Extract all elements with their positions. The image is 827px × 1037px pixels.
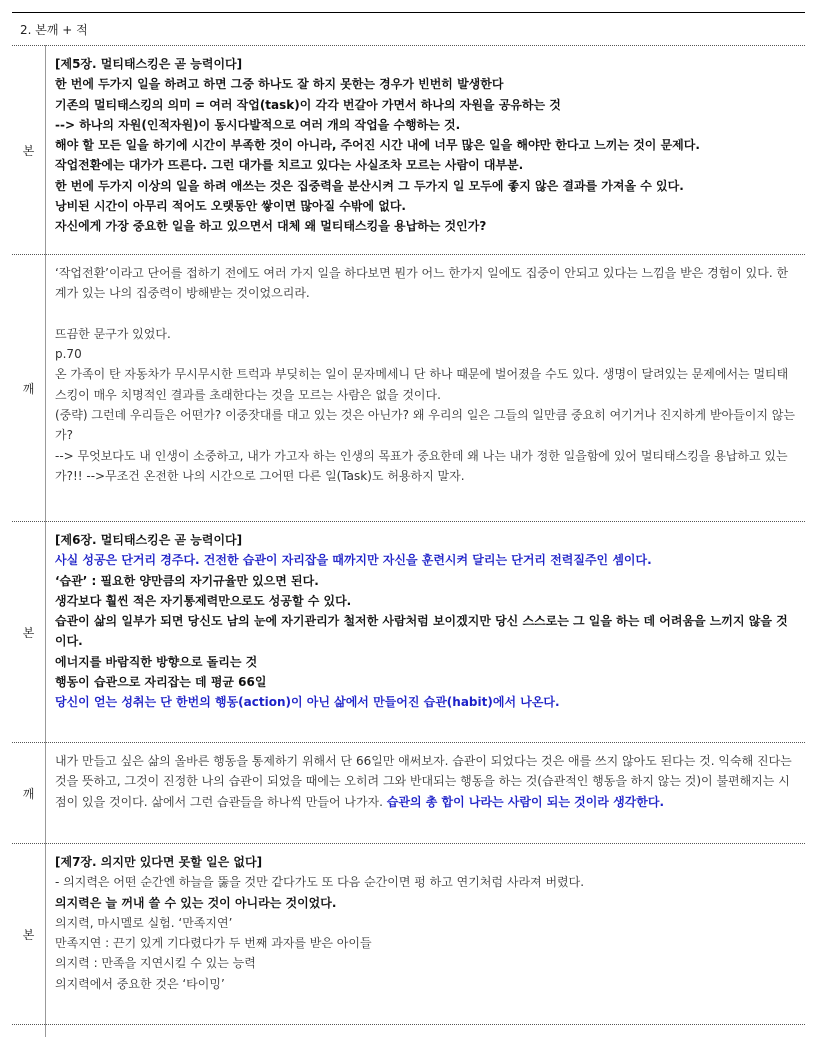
paragraph xyxy=(55,751,797,812)
text-line: 한 번에 두가지 일을 하려고 하면 그중 하나도 잘 하지 못한는 경우가 빈번히 발생한다 xyxy=(55,74,797,94)
text-line: 자신에게 가장 중요한 일을 하고 있으면서 대체 왜 멀티태스킹을 용납하는 것인가? xyxy=(55,216,797,236)
text-line: [제7장. 의지만 있다면 못할 일은 없다] xyxy=(55,852,797,872)
row-bon-chapter7 xyxy=(12,844,805,1025)
top-rule xyxy=(12,12,805,13)
row-label xyxy=(12,1025,46,1037)
text-line: 온 가족이 탄 자동차가 무시무시한 트럭과 부딪히는 일이 문자메세니 단 하나 때문에 벌어졌을 수도 있다. 생명이 달려있는 문제에서는 멀티태스킹이 매우 치명적인 결과를 초래한다는 것을 모르는 사람은 없을 것이다. xyxy=(55,364,797,405)
text-line: [제6장. 멀티태스킹은 곧 능력이다] xyxy=(55,530,797,550)
notes-table xyxy=(12,45,805,1037)
row-kkae-chapter5 xyxy=(12,255,805,522)
text-line: p.70 xyxy=(55,344,797,364)
text-segment: 습관의 총 합이 나라는 사람이 되는 것이라 생각한다. xyxy=(387,795,664,809)
text-line: 행동이 습관으로 자리잡는 데 평균 66일 xyxy=(55,672,797,692)
row-content xyxy=(46,844,806,1025)
text-line: 낭비된 시간이 아무리 적어도 오랫동안 쌓이면 많아질 수밖에 없다. xyxy=(55,196,797,216)
text-line: --> 하나의 자원(인적자원)이 동시다발적으로 여러 개의 작업을 수행하는 것. xyxy=(55,115,797,135)
text-line: 에너지를 바람직한 방향으로 돌리는 것 xyxy=(55,652,797,672)
row-content xyxy=(46,743,806,844)
row-bon-chapter6 xyxy=(12,522,805,743)
row-next-partial xyxy=(12,1025,805,1037)
row-content xyxy=(46,1025,806,1037)
row-label: 깨 xyxy=(12,743,46,844)
text-line: [제5장. 멀티태스킹은 곧 능력이다] xyxy=(55,54,797,74)
text-line: 뜨끔한 문구가 있었다. xyxy=(55,324,797,344)
row-content xyxy=(46,255,806,522)
row-label: 본 xyxy=(12,844,46,1025)
text-line: (중략) 그런데 우리들은 어떤가? 이중잣대를 대고 있는 것은 아닌가? 왜 우리의 일은 그들의 일만큼 중요히 여기거나 진지하게 받아들이지 않는가? xyxy=(55,405,797,446)
row-content xyxy=(46,522,806,743)
row-bon-chapter5 xyxy=(12,46,805,255)
text-line: 당신이 얻는 성취는 단 한번의 행동(action)이 아닌 삶에서 만들어진 습관(habit)에서 나온다. xyxy=(55,692,797,712)
text-segment: 내가 만들고 싶은 삶의 올바른 행동을 통제하기 위해서 단 66일만 애써보자. 습관이 되었다는 것은 애를 쓰지 않아도 된다는 것. 익숙해 진다는 것을 뜻하고, 그것이 진정한 나의 습관이 되었을 때에는 오히려 그와 반대되는 행동을 하는 것(습관적인 행동을 하지 않는 것)이 불편해지는 시점이 있을 것이다. 삶에서 그런 습관들을 하나씩 만들어 나가자. xyxy=(55,754,792,809)
row-label: 깨 xyxy=(12,255,46,522)
text-line: 의지력 : 만족을 지연시킬 수 있는 능력 xyxy=(55,953,797,973)
section-heading: 2. 본깨 + 적 xyxy=(20,23,88,37)
text-line: 기존의 멀티태스킹의 의미 = 여러 작업(task)이 각각 번갈아 가면서 하나의 자원을 공유하는 것 xyxy=(55,95,797,115)
blank-line xyxy=(55,304,797,324)
text-line: 만족지연 : 끈기 있게 기다렸다가 두 번째 과자를 받은 아이들 xyxy=(55,933,797,953)
text-line: --> 무엇보다도 내 인생이 소중하고, 내가 가고자 하는 인생의 목표가 중요한데 왜 나는 내가 정한 일을함에 있어 멀티태스킹을 용납하고 있는가?!! -->무조건 온전한 나의 시간으로 그어떤 다른 일(Task)도 허용하지 말자. xyxy=(55,446,797,487)
text-line: 습관이 삶의 일부가 되면 당신도 남의 눈에 자기관리가 철저한 사람처럼 보이겠지만 당신 스스로는 그 일을 하는 데 어려움을 느끼지 않을 것이다. xyxy=(55,611,797,652)
text-line: 의지력은 늘 꺼내 쓸 수 있는 것이 아니라는 것이었다. xyxy=(55,893,797,913)
text-line: 해야 할 모든 일을 하기에 시간이 부족한 것이 아니라, 주어진 시간 내에 너무 많은 일을 해야만 한다고 느끼는 것이 문제다. xyxy=(55,135,797,155)
text-line: - 의지력은 어떤 순간엔 하늘을 뚫을 것만 같다가도 또 다음 순간이면 펑 하고 연기처럼 사라져 버렸다. xyxy=(55,872,797,892)
row-label: 본 xyxy=(12,46,46,255)
text-line: 한 번에 두가지 이상의 일을 하려 애쓰는 것은 집중력을 분산시켜 그 두가지 일 모두에 좋지 않은 결과를 가져올 수 있다. xyxy=(55,176,797,196)
row-kkae-chapter6 xyxy=(12,743,805,844)
text-line: ‘습관’ : 필요한 양만큼의 자기규율만 있으면 된다. xyxy=(55,571,797,591)
text-line: ‘작업전환’이라고 단어를 접하기 전에도 여러 가지 일을 하다보면 뭔가 어느 한가지 일에도 집중이 안되고 있다는 느낌을 받은 경험이 있다. 한계가 있는 나의 집중력이 방해받는 것이었으리라. xyxy=(55,263,797,304)
row-content xyxy=(46,46,806,255)
row-label: 본 xyxy=(12,522,46,743)
text-line: 의지력에서 중요한 것은 ‘타이밍’ xyxy=(55,974,797,994)
text-line: 생각보다 훨씬 적은 자기통제력만으로도 성공할 수 있다. xyxy=(55,591,797,611)
text-line: 의지력, 마시멜로 실험. ‘만족지연’ xyxy=(55,913,797,933)
text-line: 사실 성공은 단거리 경주다. 건전한 습관이 자리잡을 때까지만 자신을 훈련시켜 달리는 단거리 전력질주인 셈이다. xyxy=(55,550,797,570)
text-line: 작업전환에는 대가가 뜨른다. 그런 대가를 치르고 있다는 사실조차 모르는 사람이 대부분. xyxy=(55,155,797,175)
